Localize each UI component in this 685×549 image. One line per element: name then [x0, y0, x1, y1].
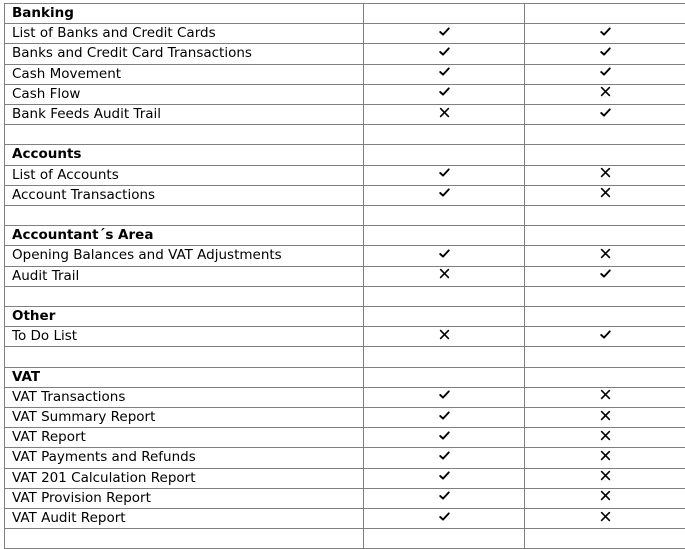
column-1-cell	[364, 145, 525, 165]
checkmark-icon	[599, 106, 612, 119]
feature-label: Audit Trail	[5, 266, 364, 286]
feature-label: VAT Provision Report	[5, 488, 364, 508]
column-1-cell	[364, 266, 525, 286]
feature-label: List of Banks and Credit Cards	[5, 24, 364, 44]
feature-label: Banks and Credit Card Transactions	[5, 44, 364, 64]
feature-label: Opening Balances and VAT Adjustments	[5, 246, 364, 266]
feature-label: List of Accounts	[5, 165, 364, 185]
column-2-cell	[525, 4, 685, 24]
column-2-cell	[525, 327, 685, 347]
column-1-cell	[364, 246, 525, 266]
cross-icon	[599, 166, 612, 179]
column-1-cell	[364, 488, 525, 508]
cross-icon	[599, 247, 612, 260]
column-2-cell	[525, 24, 685, 44]
column-1-cell	[364, 24, 525, 44]
checkmark-icon	[599, 45, 612, 58]
column-1-cell	[364, 226, 525, 246]
cross-icon	[599, 186, 612, 199]
checkmark-icon	[599, 65, 612, 78]
column-2-cell	[525, 286, 685, 306]
feature-label: VAT Audit Report	[5, 509, 364, 529]
section-header-row	[5, 367, 685, 387]
column-2-cell	[525, 206, 685, 226]
cross-icon	[599, 85, 612, 98]
table-row	[5, 327, 685, 347]
feature-label: VAT Report	[5, 428, 364, 448]
column-1-cell	[364, 367, 525, 387]
table-row	[5, 468, 685, 488]
column-1-cell	[364, 286, 525, 306]
table-row	[5, 165, 685, 185]
column-2-cell	[525, 185, 685, 205]
checkmark-icon	[438, 409, 451, 422]
column-1-cell	[364, 468, 525, 488]
table-row	[5, 64, 685, 84]
table-row	[5, 387, 685, 407]
column-2-cell	[525, 448, 685, 468]
feature-label: Bank Feeds Audit Trail	[5, 105, 364, 125]
column-1-cell	[364, 307, 525, 327]
checkmark-icon	[438, 388, 451, 401]
column-2-cell	[525, 64, 685, 84]
cross-icon	[599, 409, 612, 422]
column-2-cell	[525, 84, 685, 104]
column-1-cell	[364, 529, 525, 549]
feature-label	[5, 125, 364, 145]
column-1-cell	[364, 206, 525, 226]
checkmark-icon	[438, 449, 451, 462]
table-row	[5, 105, 685, 125]
section-header-row	[5, 4, 685, 24]
feature-label	[5, 206, 364, 226]
table-row	[5, 428, 685, 448]
table-row	[5, 246, 685, 266]
feature-label: To Do List	[5, 327, 364, 347]
checkmark-icon	[599, 328, 612, 341]
feature-label	[5, 347, 364, 367]
column-2-cell	[525, 44, 685, 64]
column-2-cell	[525, 408, 685, 428]
section-title: Other	[5, 307, 364, 327]
column-2-cell	[525, 125, 685, 145]
column-1-cell	[364, 44, 525, 64]
checkmark-icon	[438, 469, 451, 482]
column-2-cell	[525, 488, 685, 508]
checkmark-icon	[438, 45, 451, 58]
column-2-cell	[525, 367, 685, 387]
section-title: Accountant´s Area	[5, 226, 364, 246]
section-title: Banking	[5, 4, 364, 24]
feature-label: VAT Payments and Refunds	[5, 448, 364, 468]
spacer-row	[5, 125, 685, 145]
checkmark-icon	[438, 65, 451, 78]
column-1-cell	[364, 448, 525, 468]
checkmark-icon	[438, 85, 451, 98]
column-1-cell	[364, 509, 525, 529]
checkmark-icon	[438, 429, 451, 442]
table-row	[5, 448, 685, 468]
checkmark-icon	[599, 25, 612, 38]
section-header-row	[5, 226, 685, 246]
column-1-cell	[364, 387, 525, 407]
cross-icon	[599, 510, 612, 523]
feature-label: VAT Summary Report	[5, 408, 364, 428]
checkmark-icon	[438, 489, 451, 502]
section-header-row	[5, 145, 685, 165]
checkmark-icon	[438, 247, 451, 260]
feature-label	[5, 529, 364, 549]
cross-icon	[599, 469, 612, 482]
column-1-cell	[364, 185, 525, 205]
permissions-table-body	[5, 4, 685, 549]
checkmark-icon	[438, 510, 451, 523]
cross-icon	[599, 489, 612, 502]
column-2-cell	[525, 246, 685, 266]
column-2-cell	[525, 468, 685, 488]
spacer-row	[5, 206, 685, 226]
column-1-cell	[364, 165, 525, 185]
checkmark-icon	[438, 166, 451, 179]
spacer-row	[5, 347, 685, 367]
column-2-cell	[525, 509, 685, 529]
cross-icon	[438, 106, 451, 119]
section-title: VAT	[5, 367, 364, 387]
section-title: Accounts	[5, 145, 364, 165]
section-header-row	[5, 307, 685, 327]
spacer-row	[5, 286, 685, 306]
column-1-cell	[364, 428, 525, 448]
feature-label	[5, 286, 364, 306]
cross-icon	[438, 328, 451, 341]
column-2-cell	[525, 226, 685, 246]
cross-icon	[438, 267, 451, 280]
table-row	[5, 44, 685, 64]
feature-label: Cash Flow	[5, 84, 364, 104]
column-2-cell	[525, 266, 685, 286]
feature-label: VAT Transactions	[5, 387, 364, 407]
feature-label: Account Transactions	[5, 185, 364, 205]
cross-icon	[599, 388, 612, 401]
column-2-cell	[525, 165, 685, 185]
table-row	[5, 509, 685, 529]
column-1-cell	[364, 4, 525, 24]
column-2-cell	[525, 105, 685, 125]
feature-label: Cash Movement	[5, 64, 364, 84]
table-row	[5, 24, 685, 44]
feature-label: VAT 201 Calculation Report	[5, 468, 364, 488]
cross-icon	[599, 429, 612, 442]
column-2-cell	[525, 307, 685, 327]
column-1-cell	[364, 327, 525, 347]
cross-icon	[599, 449, 612, 462]
column-2-cell	[525, 145, 685, 165]
column-2-cell	[525, 347, 685, 367]
column-2-cell	[525, 387, 685, 407]
column-1-cell	[364, 347, 525, 367]
checkmark-icon	[438, 25, 451, 38]
column-2-cell	[525, 529, 685, 549]
spacer-row	[5, 529, 685, 549]
checkmark-icon	[438, 186, 451, 199]
column-1-cell	[364, 64, 525, 84]
column-1-cell	[364, 105, 525, 125]
table-row	[5, 266, 685, 286]
table-row	[5, 408, 685, 428]
permissions-table	[4, 3, 685, 549]
column-1-cell	[364, 125, 525, 145]
column-1-cell	[364, 84, 525, 104]
table-row	[5, 84, 685, 104]
checkmark-icon	[599, 267, 612, 280]
column-1-cell	[364, 408, 525, 428]
table-row	[5, 185, 685, 205]
column-2-cell	[525, 428, 685, 448]
table-row	[5, 488, 685, 508]
